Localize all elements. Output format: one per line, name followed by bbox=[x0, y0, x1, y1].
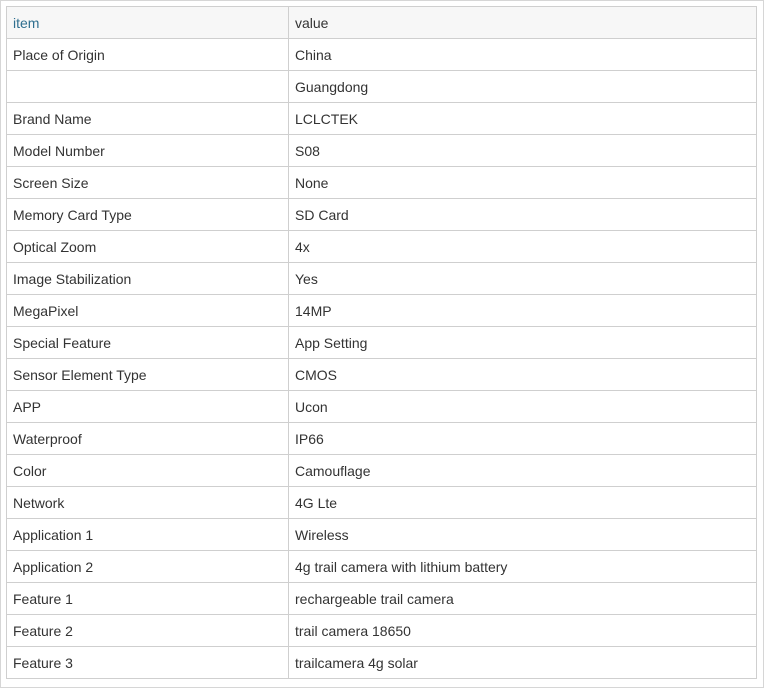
table-row bbox=[7, 263, 757, 295]
row-item: Special Feature bbox=[7, 327, 289, 358]
table-row bbox=[7, 551, 757, 583]
row-value: IP66 bbox=[289, 423, 757, 454]
table-row bbox=[7, 39, 757, 71]
row-item: Image Stabilization bbox=[7, 263, 289, 294]
table-row bbox=[7, 167, 757, 199]
table-row bbox=[7, 615, 757, 647]
table-row bbox=[7, 71, 757, 103]
row-item: Application 2 bbox=[7, 551, 289, 582]
row-value: Guangdong bbox=[289, 71, 757, 102]
row-item: APP bbox=[7, 391, 289, 422]
row-value: 4x bbox=[289, 231, 757, 262]
table-row bbox=[7, 583, 757, 615]
row-value: S08 bbox=[289, 135, 757, 166]
table-row bbox=[7, 455, 757, 487]
table-row bbox=[7, 359, 757, 391]
row-item: Feature 3 bbox=[7, 647, 289, 678]
row-value: LCLCTEK bbox=[289, 103, 757, 134]
header-value: value bbox=[289, 7, 757, 38]
row-value: CMOS bbox=[289, 359, 757, 390]
row-item: Model Number bbox=[7, 135, 289, 166]
table-row bbox=[7, 487, 757, 519]
table-row bbox=[7, 135, 757, 167]
row-value: trail camera 18650 bbox=[289, 615, 757, 646]
row-item: Brand Name bbox=[7, 103, 289, 134]
row-value: rechargeable trail camera bbox=[289, 583, 757, 614]
table-row bbox=[7, 423, 757, 455]
row-item bbox=[7, 71, 289, 102]
spec-table bbox=[6, 6, 757, 679]
table-row bbox=[7, 295, 757, 327]
row-item: Network bbox=[7, 487, 289, 518]
row-item: Sensor Element Type bbox=[7, 359, 289, 390]
row-value: 4g trail camera with lithium battery bbox=[289, 551, 757, 582]
table-row bbox=[7, 519, 757, 551]
row-value: trailcamera 4g solar bbox=[289, 647, 757, 678]
row-value: Yes bbox=[289, 263, 757, 294]
row-value: China bbox=[289, 39, 757, 70]
row-value: App Setting bbox=[289, 327, 757, 358]
table-row bbox=[7, 647, 757, 679]
row-item: Application 1 bbox=[7, 519, 289, 550]
header-item: item bbox=[7, 7, 289, 38]
row-item: Screen Size bbox=[7, 167, 289, 198]
table-row bbox=[7, 327, 757, 359]
row-value: None bbox=[289, 167, 757, 198]
row-value: 14MP bbox=[289, 295, 757, 326]
table-header-row bbox=[7, 7, 757, 39]
row-item: Optical Zoom bbox=[7, 231, 289, 262]
row-item: Color bbox=[7, 455, 289, 486]
row-value: Camouflage bbox=[289, 455, 757, 486]
row-item: Waterproof bbox=[7, 423, 289, 454]
row-item: Feature 1 bbox=[7, 583, 289, 614]
row-item: Place of Origin bbox=[7, 39, 289, 70]
table-row bbox=[7, 231, 757, 263]
row-value: Wireless bbox=[289, 519, 757, 550]
row-item: MegaPixel bbox=[7, 295, 289, 326]
table-row bbox=[7, 103, 757, 135]
row-value: Ucon bbox=[289, 391, 757, 422]
table-row bbox=[7, 199, 757, 231]
row-value: SD Card bbox=[289, 199, 757, 230]
row-value: 4G Lte bbox=[289, 487, 757, 518]
table-row bbox=[7, 391, 757, 423]
row-item: Memory Card Type bbox=[7, 199, 289, 230]
row-item: Feature 2 bbox=[7, 615, 289, 646]
